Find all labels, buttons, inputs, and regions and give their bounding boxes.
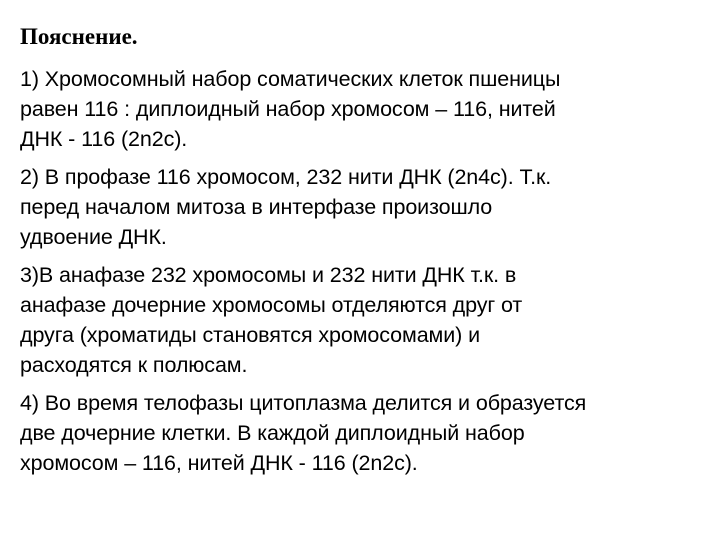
item-3-line-2: анафазе дочерние хромосомы отделяются друг от [20, 293, 523, 317]
item-1-line-3: ДНК - 116 (2n2c). [20, 127, 188, 151]
page-title: Пояснение. [20, 24, 138, 49]
item-4-line-1: 4) Во время телофазы цитоплазма делится и образуется [20, 391, 587, 415]
list-item-3 [20, 260, 704, 380]
slide-content [20, 22, 704, 486]
list-item-1 [20, 64, 704, 154]
item-1-line-1: 1) Хромосомный набор соматических клеток пшеницы [20, 67, 561, 91]
item-1-line-2: равен 116 : диплоидный набор хромосом – 116, нитей [20, 97, 556, 121]
item-3-line-1: 3)В анафазе 232 хромосомы и 232 нити ДНК т.к. в [20, 263, 517, 287]
item-3-line-3: друга (хроматиды становятся хромосомами) и [20, 323, 480, 347]
item-4-line-3: хромосом – 116, нитей ДНК - 116 (2n2c). [20, 451, 418, 475]
list-item-2 [20, 162, 704, 252]
item-2-line-1: 2) В профазе 116 хромосом, 232 нити ДНК (2n4c). Т.к. [20, 165, 552, 189]
list-item-4 [20, 388, 704, 478]
item-4-line-2: две дочерние клетки. В каждой диплоидный набор [20, 421, 525, 445]
item-2-line-2: перед началом митоза в интерфазе произошло [20, 195, 493, 219]
item-3-line-4: расходятся к полюсам. [20, 353, 248, 377]
item-2-line-3: удвоение ДНК. [20, 225, 167, 249]
